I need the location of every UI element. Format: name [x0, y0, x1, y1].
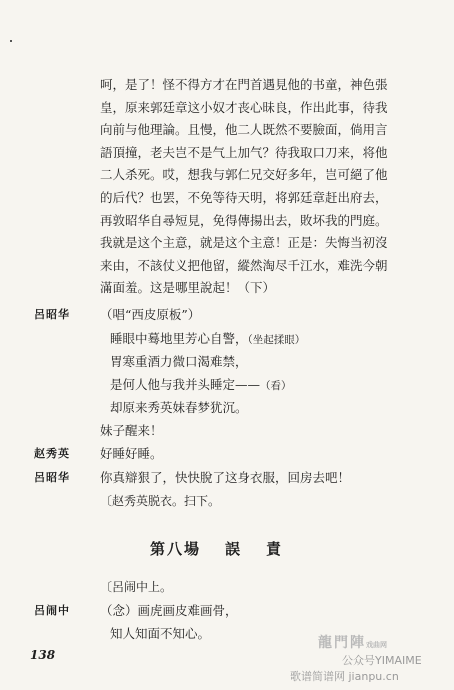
stage-direction: 〔赵秀英脱衣。扫下。	[100, 494, 221, 508]
watermark-handle: 公众号YIMAIME	[342, 654, 422, 667]
lyric-text: 睡眼中蓦地里芳心自警，	[110, 331, 248, 346]
speaker-name: 呂昭华	[34, 471, 70, 484]
watermark-logo	[318, 632, 387, 652]
prose-line: 二人杀死。哎，想我与郭仁兄交好多年，岂可絕了他	[100, 167, 388, 183]
stage-direction: 〔呂闹中上。	[100, 580, 173, 594]
scan-speck	[10, 40, 12, 42]
lyric-text: 是何人他与我并头睡定——	[110, 377, 261, 392]
dialogue-text: 妹子醒来！	[100, 423, 163, 438]
scene-title-char: 責	[266, 540, 284, 558]
lyric-text: 却原来秀英妹春梦犹沉。	[110, 400, 248, 415]
prose-line: 語頂撞，老夫岂不是气上加气？待我取口刀来，将他	[100, 144, 388, 160]
prose-line: 向前与他理論。且慢，他二人既然不要臉面，倘用言	[100, 122, 388, 138]
prose-line: 的后代？也罢，不免等待天明，将郭廷章赶出府去，	[100, 189, 388, 205]
page-number: 138	[30, 648, 56, 662]
prose-line: 来由，不該仗义把他留，縱然淘尽千江水，难洗今朝	[100, 257, 388, 273]
watermark-site: 歌谱简谱网 jianpu.cn	[290, 670, 399, 683]
lyric-note: （坐起揉眼）	[247, 334, 306, 346]
scene-heading	[150, 538, 283, 559]
dialogue-text: 画虎画皮难画骨，	[137, 603, 238, 618]
prose-line: 我就是这个主意，就是这个主意！正是：失悔当初沒	[100, 235, 388, 251]
scene-number: 第八場	[150, 540, 202, 558]
recite-note: （念）	[100, 603, 138, 618]
prose-line: 再敦昭华自尋短見，免得傳揚出去，敗坏我的門庭。	[100, 212, 388, 228]
prose-line: 皇，原来郭廷章这小奴才丧心昧良，作出此事，待我	[100, 99, 388, 115]
watermark-logo-text: 龍門陣	[318, 635, 366, 651]
watermark-logo-small: 戏曲网	[366, 640, 387, 649]
dialogue-text: 知人知面不知心。	[110, 626, 211, 641]
prose-line: 滿面羞。这是哪里說起！（下）	[100, 280, 276, 296]
monologue-paragraph	[100, 74, 430, 300]
speaker-name: 呂闹中	[34, 604, 70, 617]
lyric-text: 胃寒重酒力微口渴难禁，	[110, 354, 248, 369]
speaker-name: 呂昭华	[34, 308, 70, 321]
dialogue-text: 你真辯狠了，快快脫了这身衣服，回房去吧！	[100, 470, 351, 485]
lyric-note: （看）	[260, 380, 292, 392]
dialogue-text: 好睡好睡。	[100, 446, 163, 461]
stage-direction: （唱“西皮原板”）	[100, 307, 201, 322]
speaker-name: 赵秀英	[34, 447, 70, 460]
prose-line: 呵，是了！怪不得方才在門首遇見他的书童，神色張	[100, 77, 388, 92]
scene-title-char: 誤	[225, 540, 243, 558]
